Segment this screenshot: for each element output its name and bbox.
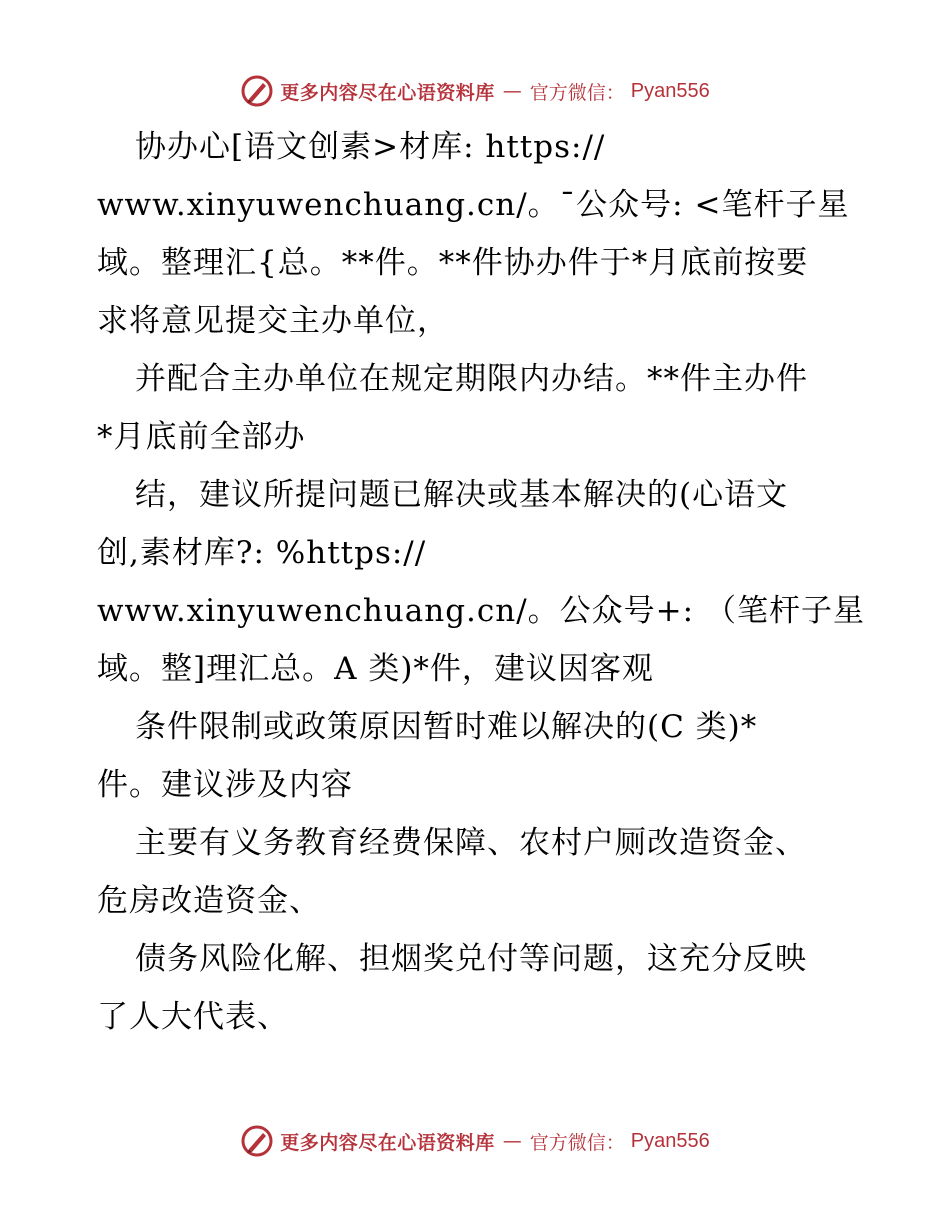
text-line: 危房改造资金、 — [97, 883, 321, 919]
text-line: www.xinyuwenchuang.cn/。公众号+: （笔杆子星 — [97, 593, 865, 629]
watermark-wechat-id: Pyan556 — [630, 79, 710, 102]
text-line: 并配合主办单位在规定期限内办结。**件主办件 — [135, 361, 808, 397]
text-line: 主要有义务教育经费保障、农村户厕改造资金、 — [135, 825, 807, 861]
watermark-text: 更多内容尽在心语资料库 — [280, 1131, 495, 1154]
watermark-separator: — — [502, 80, 522, 102]
header-watermark — [0, 71, 950, 111]
text-line: 协办心[语文创素>材库: https:// — [135, 129, 606, 165]
footer-watermark — [0, 1121, 950, 1161]
text-line: www.xinyuwenchuang.cn/。¯公众号: <笔杆子星 — [97, 187, 850, 223]
text-line: 域。整]理汇总。A 类)*件，建议因客观 — [97, 651, 654, 687]
pen-logo-icon — [240, 1124, 274, 1158]
pen-logo-icon — [240, 74, 274, 108]
watermark-separator: — — [502, 1130, 522, 1152]
text-line: 了人大代表、 — [97, 999, 289, 1035]
watermark-text: 更多内容尽在心语资料库 — [280, 81, 495, 104]
text-line: 结，建议所提问题已解决或基本解决的(心语文 — [135, 477, 789, 513]
document-body — [97, 118, 867, 1046]
text-line: 域。整理汇{总。**件。**件协办件于*月底前按要 — [97, 245, 809, 281]
text-line: 条件限制或政策原因暂时难以解决的(C 类)* — [135, 709, 758, 745]
text-line: 求将意见提交主办单位， — [97, 303, 449, 339]
text-line: 创,素材库?: %https:// — [97, 535, 427, 571]
text-line: 债务风险化解、担烟奖兑付等问题，这充分反映 — [135, 941, 807, 977]
text-line: *月底前全部办 — [97, 419, 306, 455]
watermark-wechat-id: Pyan556 — [630, 1129, 710, 1152]
text-line: 件。建议涉及内容 — [97, 767, 353, 803]
watermark-wechat-label: 官方微信： — [529, 1131, 625, 1154]
watermark-wechat-label: 官方微信： — [529, 81, 625, 104]
